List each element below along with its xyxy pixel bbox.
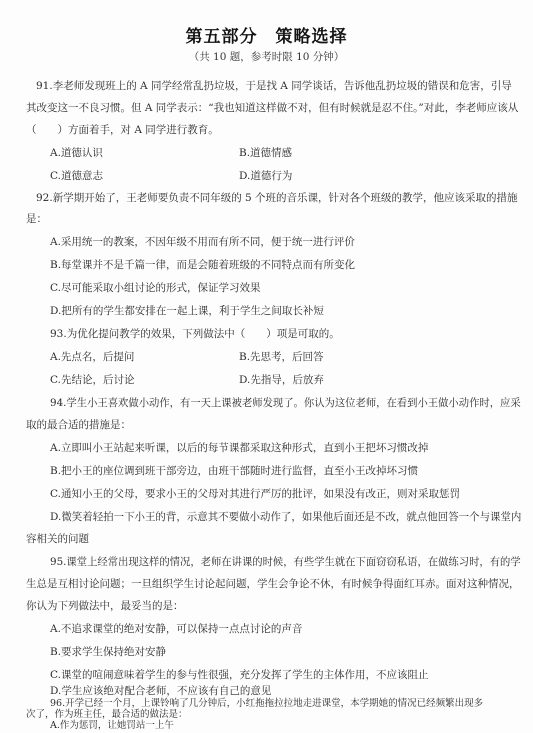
q93-option-b: B.先思考，后回答 bbox=[239, 351, 324, 363]
q95-option-a: A.不追求课堂的绝对安静，可以保持一点点讨论的声音 bbox=[50, 623, 303, 635]
q96-option-a: A.作为惩罚，让她罚站一上午 bbox=[50, 720, 174, 731]
q94-option-a: A.立即叫小王站起来听课，以后的每节课都采取这种形式，直到小王把坏习惯改掉 bbox=[50, 442, 429, 454]
q92-option-c: C.尽可能采取小组讨论的形式，保证学习效果 bbox=[50, 282, 261, 294]
section-subtitle: （共 10 题，参考时限 10 分钟） bbox=[188, 51, 345, 63]
q92-option-a: A.采用统一的教案，不因年级不用而有所不同，便于统一进行评价 bbox=[50, 236, 355, 248]
q93-option-a: A.先点名，后提问 bbox=[50, 351, 135, 363]
q91-option-b: B.道德情感 bbox=[239, 147, 293, 159]
q95-stem-line-1: 95.课堂上经常出现这样的情况，老师在讲课的时候，有些学生就在下面窃窃私语，在做练习时，有的学 bbox=[50, 556, 521, 568]
q92-stem-line-2: 是： bbox=[26, 213, 47, 225]
q92-option-d: D.把所有的学生都安排在一起上课，利于学生之间取长补短 bbox=[50, 305, 324, 317]
q94-option-d-continued: 容相关的问题 bbox=[26, 533, 89, 545]
q95-stem-line-3: 你认为下列做法中，最妥当的是： bbox=[26, 600, 184, 612]
q95-stem-line-2: 生总是互相讨论问题；一旦组织学生讨论起问题，学生会争论不休，有时候争得面红耳赤。面对这种情况， bbox=[26, 578, 520, 590]
q95-option-b: B.要求学生保持绝对安静 bbox=[50, 646, 167, 658]
q91-option-d: D.道德行为 bbox=[239, 170, 293, 182]
q95-option-d: D.学生应该绝对配合老师，不应该有自己的意见 bbox=[50, 685, 272, 697]
q93-option-c: C.先结论，后讨论 bbox=[50, 374, 135, 386]
q94-stem-line-1: 94.学生小王喜欢做小动作，有一天上课被老师发现了。你认为这位老师，在看到小王做小动作时，应采 bbox=[50, 397, 521, 409]
q91-stem-line-2: 其改变这一不良习惯。但 A 同学表示：“我也知道这样做不对，但有时候就是忍不住。”对此，李老师应该从 bbox=[26, 102, 519, 114]
q94-option-d: D.微笑着轻拍一下小王的背，示意其不要做小动作了，如果他后面还是不改，就点他回答一个与课堂内 bbox=[50, 511, 522, 523]
q94-option-c: C.通知小王的父母，要求小王的父母对其进行严厉的批评，如果没有改正，则对采取惩罚 bbox=[50, 488, 460, 500]
q92-stem-line-1: 92.新学期开始了，王老师要负责不同年级的 5 个班的音乐课，针对各个班级的教学，他应该采取的措施 bbox=[36, 192, 518, 204]
q94-option-b: B.把小王的座位调到班干部旁边，由班干部随时进行监督，直至小王改掉坏习惯 bbox=[50, 465, 419, 477]
q91-option-a: A.道德认识 bbox=[50, 147, 103, 159]
q91-stem-line-3: （ ）方面着手，对 A 同学进行教育。 bbox=[26, 124, 219, 136]
q94-stem-line-2: 取的最合适的措施是： bbox=[26, 419, 131, 431]
section-title: 第五部分 策略选择 bbox=[185, 27, 348, 47]
q96-stem-line-2: 次了，作为班主任，最合适的做法是： bbox=[26, 709, 188, 720]
q91-option-c: C.道德意志 bbox=[50, 170, 103, 182]
q93-stem-line-1: 93.为优化提问教学的效果，下列做法中（ ）项是可取的。 bbox=[50, 328, 340, 340]
q91-stem-line-1: 91.李老师发现班上的 A 同学经常乱扔垃圾，于是找 A 同学谈话，告诉他乱扔垃圾的错误和危害，引导 bbox=[36, 80, 512, 92]
q92-option-b: B.每堂课并不是千篇一律，而是会随着班级的不同特点而有所变化 bbox=[50, 259, 356, 271]
q93-option-d: D.先指导，后放弃 bbox=[239, 374, 324, 386]
q95-option-c: C.课堂的喧闹意味着学生的参与性很强，充分发挥了学生的主体作用，不应该阻止 bbox=[50, 669, 429, 681]
q96-stem-line-1: 96.开学已经一个月，上课铃响了几分钟后，小红拖拖拉拉地走进课堂，本学期她的情况已经频繁出现多 bbox=[50, 698, 484, 709]
